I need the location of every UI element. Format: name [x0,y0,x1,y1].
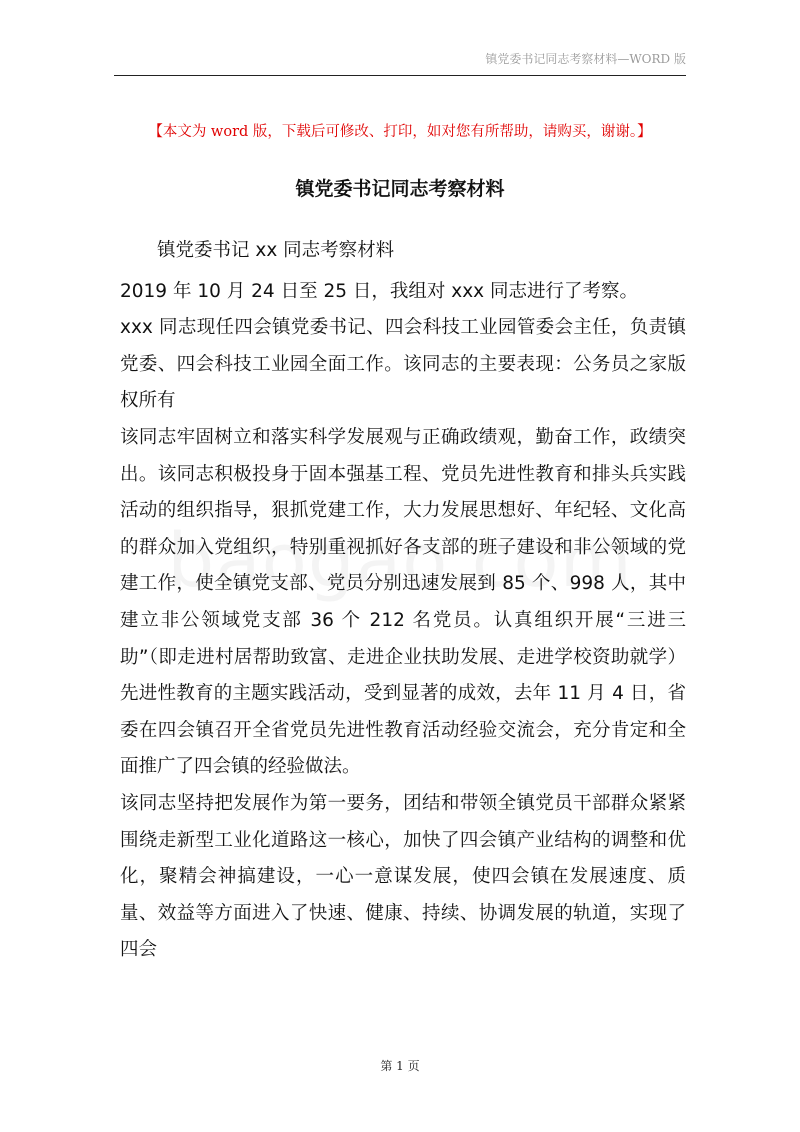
running-header: 镇党委书记同志考察材料—WORD 版 [485,52,686,66]
header-divider [114,75,686,76]
paragraph-2: xxx 同志现任四会镇党委书记、四会科技工业园管委会主任，负责镇党委、四会科技工业园全面工作。该同志的主要表现：公务员之家版权所有 [120,317,686,412]
document-body [120,233,686,969]
paragraph-1: 2019 年 10 月 24 日至 25 日，我组对 xxx 同志进行了考察。 [120,280,638,302]
page-number: 第 1 页 [380,1059,420,1073]
document-title: 镇党委书记同志考察材料 [295,178,505,200]
paragraph-4: 该同志坚持把发展作为第一要务，团结和带领全镇党员干部群众紧紧围绕走新型工业化道路这一核心，加快了四会镇产业结构的调整和优化，聚精会神搞建设，一心一意谋发展，使四会镇在发展速度、质量、效益等方面进入了快速、健康、持续、协调发展的轨道，实现了四会 [120,792,686,961]
paragraph-3: 该同志牢固树立和落实科学发展观与正确政绩观，勤奋工作，政绩突出。该同志积极投身于固本强基工程、党员先进性教育和排头兵实践活动的组织指导，狠抓党建工作，大力发展思想好、年纪轻、文化高的群众加入党组织，特别重视抓好各支部的班子建设和非公领域的党建工作，使全镇党支部、党员分别迅速发展到 85 个、998 人，其中建立非公领域党支部 36 个 212 名党员。认真组织开展“三进三助”（即走进村居帮助致富、走进企业扶助发展、走进学校资助就学）先进性教育的主题实践活动，受到显著的成效，去年 11 月 4 日，省委在四会镇召开全省党员先进性教育活动经验交流会，充分肯定和全面推广了四会镇的经验做法。 [120,426,686,778]
download-notice: 【本文为 word 版，下载后可修改、打印，如对您有所帮助，请购买，谢谢。】 [148,124,652,140]
document-subtitle: 镇党委书记 xx 同志考察材料 [157,240,395,261]
